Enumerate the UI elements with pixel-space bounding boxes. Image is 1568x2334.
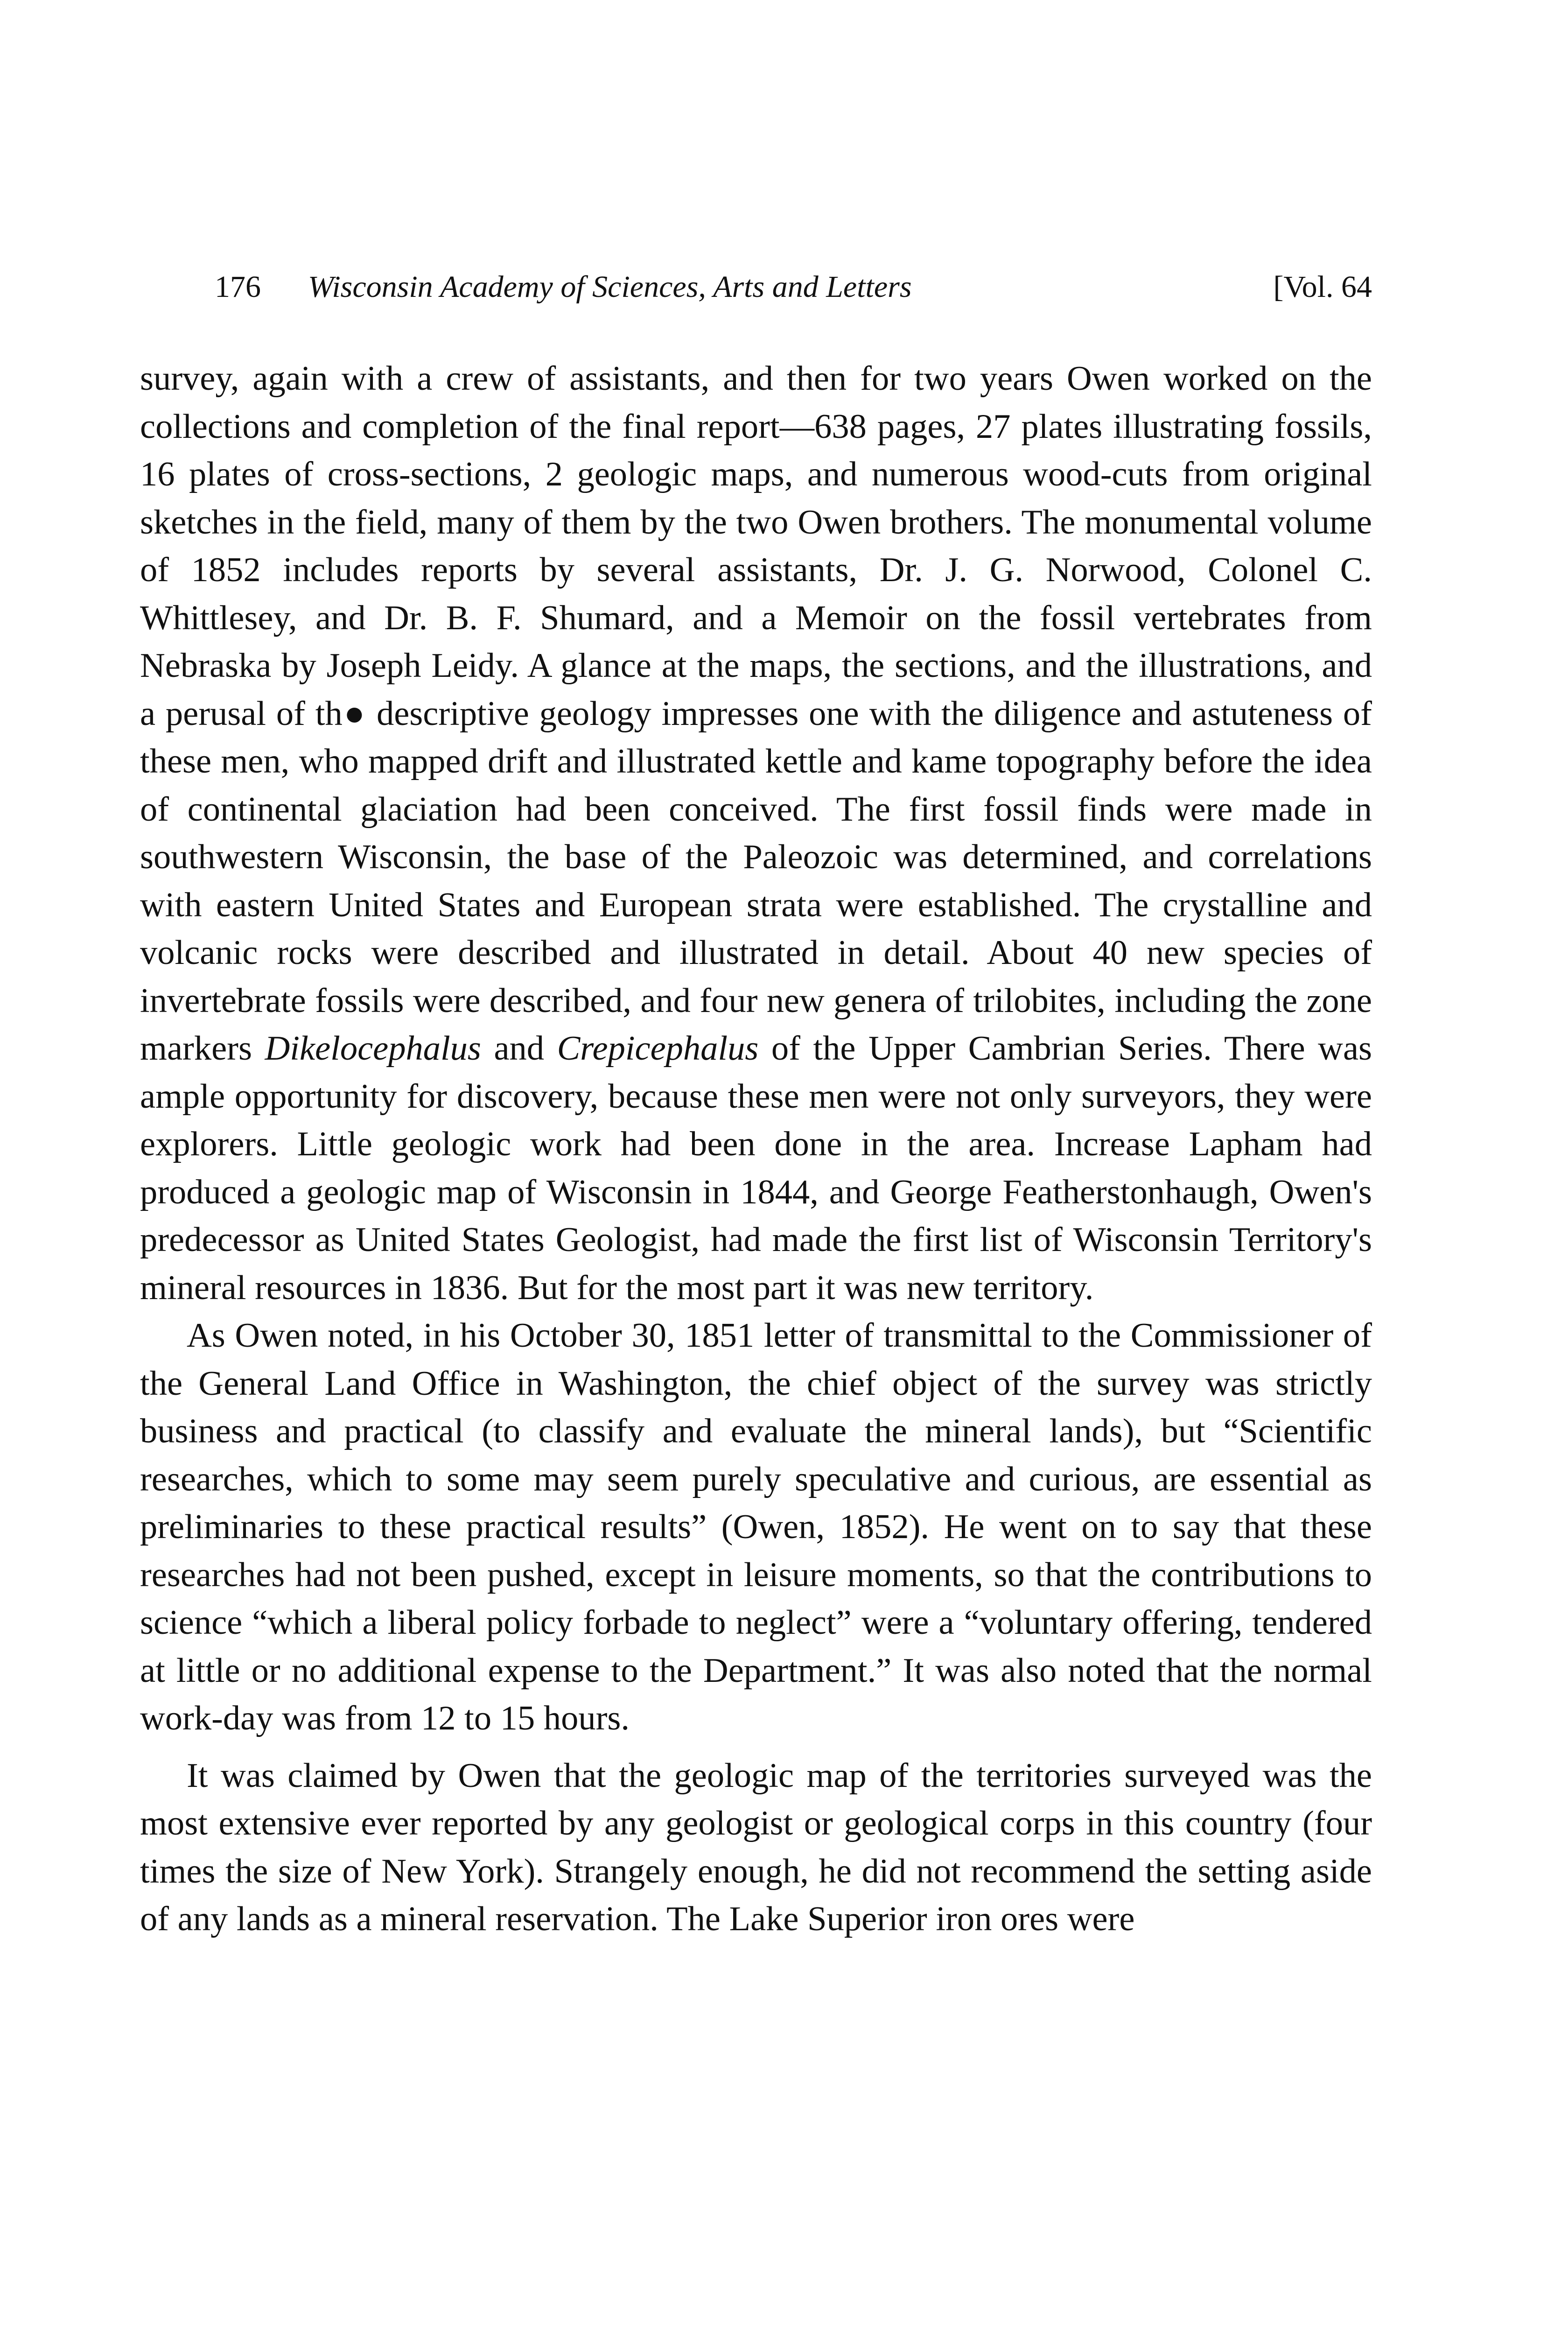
paragraph-2: As Owen noted, in his October 30, 1851 letter of transmittal to the Commissioner of the General Land Office in Washington, the chief object of the survey was strictly business and practical (to classify and evaluate the mineral lands), but “Scientific researches, which to some may seem purely speculative and curious, are essential as preliminaries to these practical results” (Owen, 1852). He went on to say that these researches had not been pushed, except in leisure moments, so that the contributions to science “which a liberal policy forbade to neglect” were a “voluntary offering, tendered at little or no additional expense to the Department.” It was also noted that the normal work-day was from 12 to 15 hours. (140, 1316, 1372, 1737)
paragraph-1-text-after: of the Upper Cambrian Series. There was ample opportunity for discovery, because these men were not only surveyors, they were explorers. Little geologic work had been done in the area. Increase Lapham had produced a geologic map of Wisconsin in 1844, and George Featherstonhaugh, Owen's predecessor as United States Geologist, had made the first list of Wisconsin Territory's mineral resources in 1836. But for the most part it was new territory. (140, 1029, 1372, 1307)
running-header (140, 261, 1372, 313)
body-text (140, 355, 1372, 1943)
paragraph-1-text-before: survey, again with a crew of assistants, and then for two years Owen worked on the collections and completion of the final report—638 pages, 27 plates illustrating fossils, 16 plates of cross-sections, 2 geologic maps, and numerous wood-cuts from original sketches in the field, many of them by the two Owen brothers. The monumental volume of 1852 includes reports by several assistants, Dr. J. G. Norwood, Colonel C. Whittlesey, and Dr. B. F. Shumard, and a Memoir on the fossil vertebrates from Nebraska by Joseph Leidy. A glance at the maps, the sections, and the illustrations, and a perusal of th● descriptive geology impresses one with the diligence and astuteness of these men, who mapped drift and illustrated kettle and kame topography before the idea of continental glaciation had been conceived. The first fossil finds were made in southwestern Wisconsin, the base of the Paleozoic was determined, and correlations with eastern United States and European strata were established. The crystalline and volcanic rocks were described and illustrated in detail. About 40 new species of invertebrate fossils were described, and four new genera of trilobites, including the zone markers (140, 359, 1372, 1068)
genus-name-crepicephalus: Crepicephalus (557, 1029, 759, 1068)
paragraph-1 (140, 355, 1372, 1312)
volume-label: [Vol. 64 (1273, 270, 1372, 304)
page-number: 176 (215, 270, 261, 304)
paragraph-3: It was claimed by Owen that the geologic map of the territories surveyed was the most extensive ever reported by any geologist or geological corps in this country (four times the size of New York). Strangely enough, he did not recommend the setting aside of any lands as a mineral reservation. The Lake Superior iron ores were (140, 1756, 1372, 1938)
paragraph-1-conjunction: and (494, 1029, 545, 1068)
running-title: Wisconsin Academy of Sciences, Arts and Letters (308, 270, 912, 304)
genus-name-dikelocephalus: Dikelocephalus (265, 1029, 481, 1068)
